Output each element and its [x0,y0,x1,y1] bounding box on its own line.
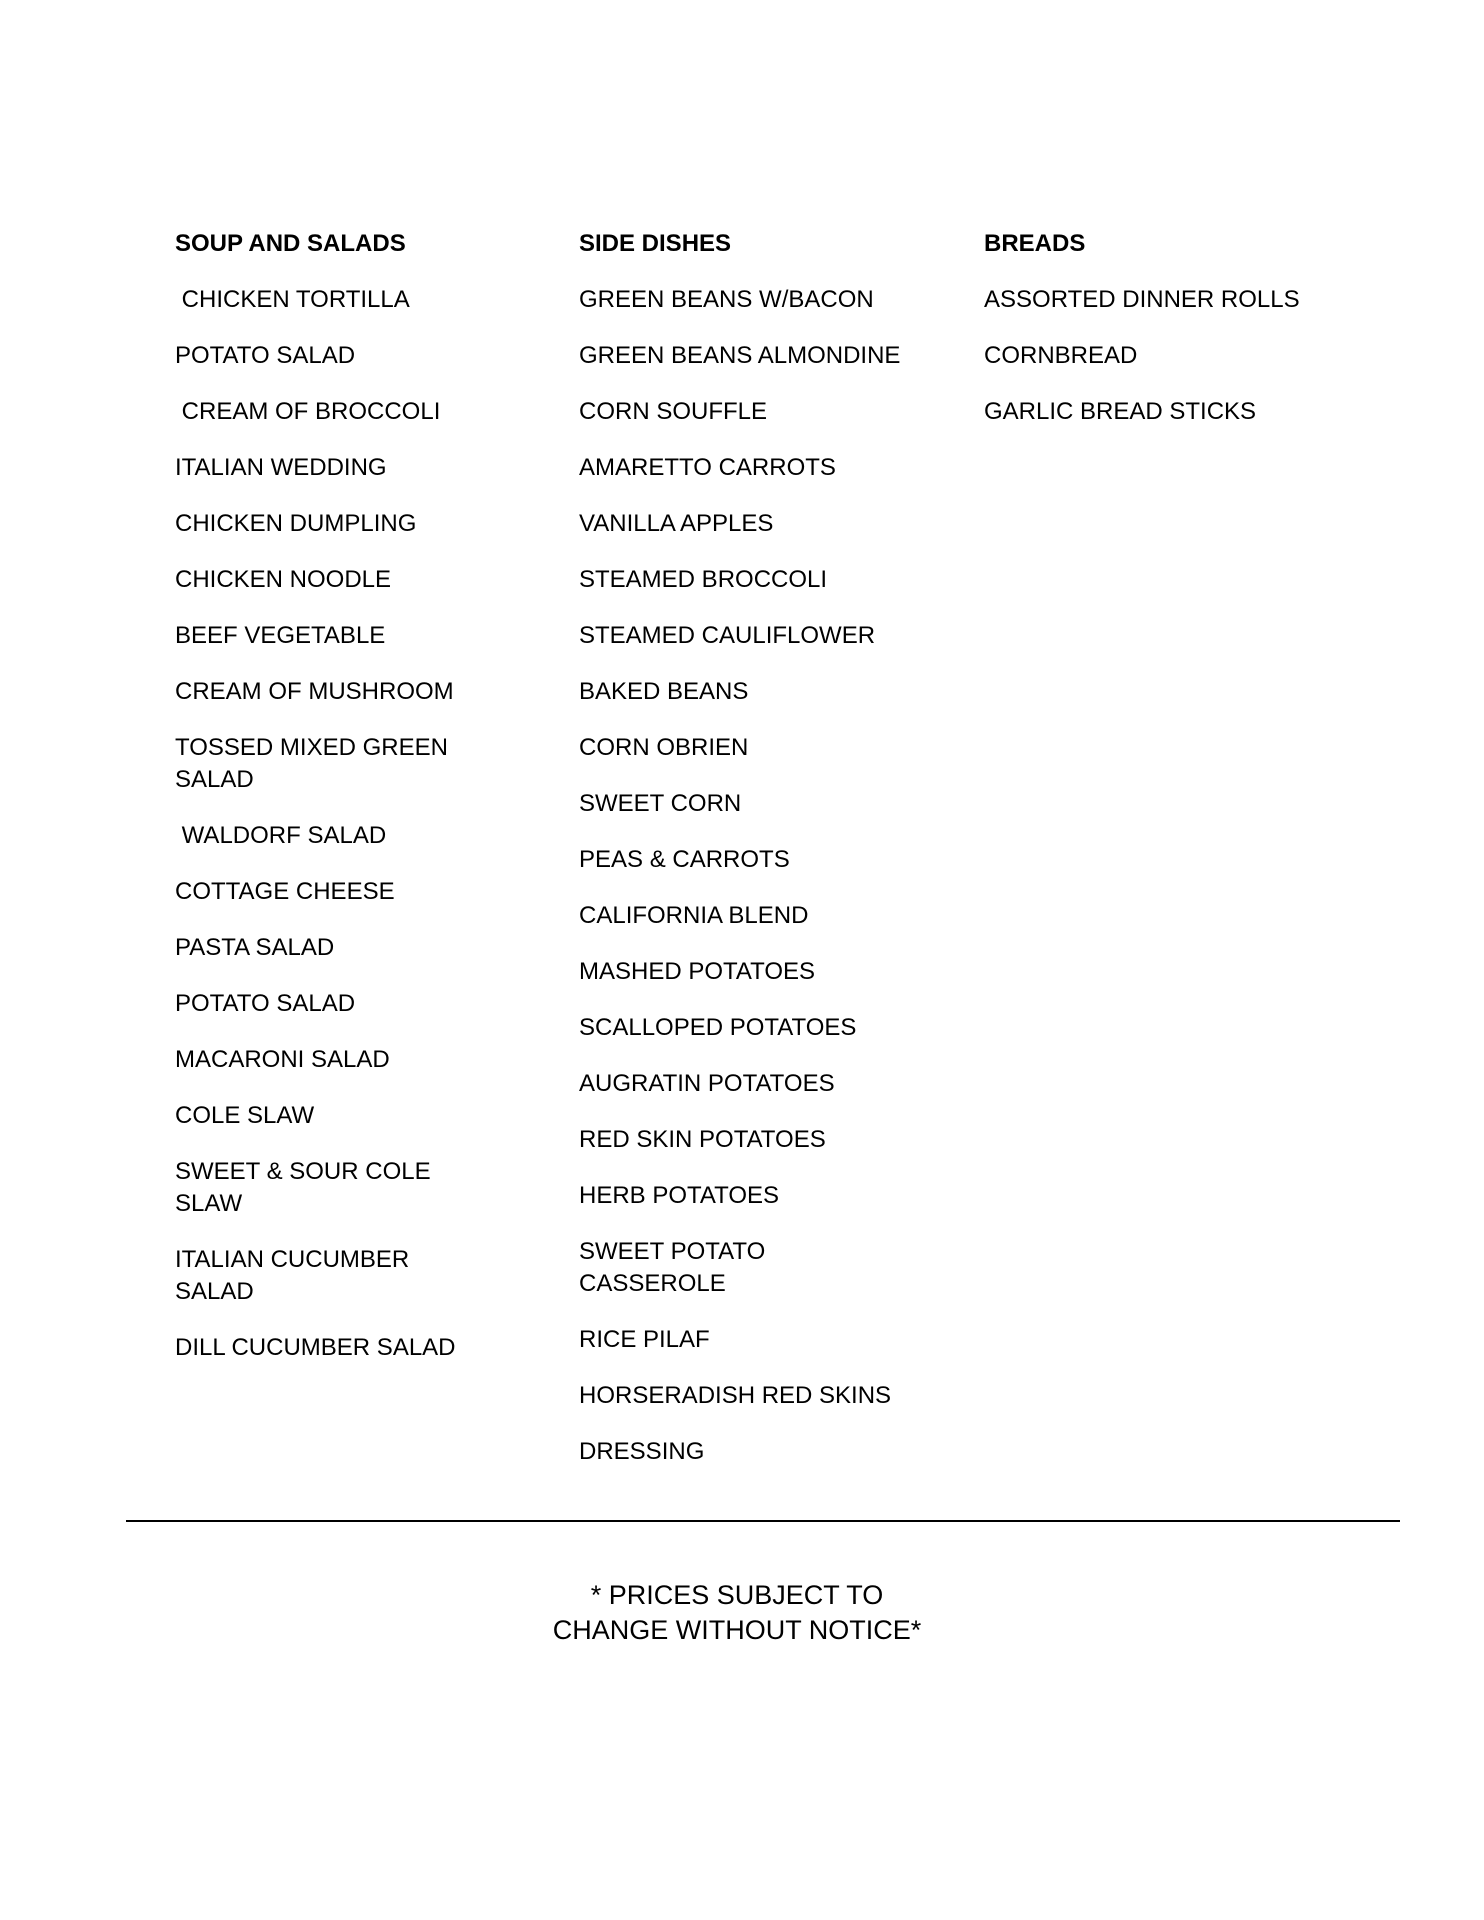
soups-salads-column [175,230,475,1388]
breads-item: ASSORTED DINNER ROLLS [984,286,1300,313]
breads-heading: BREADS [984,230,1086,257]
soups-salads-item: CHICKEN NOODLE [175,566,392,593]
breads-list [984,284,1344,428]
soups-salads-item: POTATO SALAD [175,990,356,1017]
side-dishes-item: AMARETTO CARROTS [579,454,836,481]
side-dishes-item: RICE PILAF [579,1326,710,1353]
soups-salads-item: TOSSED MIXED GREEN SALAD [175,734,455,793]
side-dishes-item: CALIFORNIA BLEND [579,902,809,929]
side-dishes-item: HORSERADISH RED SKINS [579,1382,892,1409]
side-dishes-item: GREEN BEANS ALMONDINE [579,342,901,369]
side-dishes-heading: SIDE DISHES [579,230,732,257]
soups-salads-item: ITALIAN WEDDING [175,454,387,481]
soups-salads-heading: SOUP AND SALADS [175,230,406,257]
soups-salads-item: CHICKEN DUMPLING [175,510,417,537]
soups-salads-item: COLE SLAW [175,1102,315,1129]
soups-salads-item: MACARONI SALAD [175,1046,390,1073]
soups-salads-item: POTATO SALAD [175,342,356,369]
side-dishes-item: HERB POTATOES [579,1182,780,1209]
price-notice: * PRICES SUBJECT TO CHANGE WITHOUT NOTICE* [552,1580,922,1645]
side-dishes-item: MASHED POTATOES [579,958,816,985]
side-dishes-item: CORN OBRIEN [579,734,749,761]
side-dishes-item: STEAMED BROCCOLI [579,566,828,593]
soups-salads-item: DILL CUCUMBER SALAD [175,1334,456,1361]
side-dishes-item: SWEET POTATO CASSEROLE [579,1238,772,1297]
side-dishes-item: GREEN BEANS W/BACON [579,286,874,313]
side-dishes-list [579,284,909,1468]
soups-salads-item: CREAM OF BROCCOLI [175,398,441,425]
soups-salads-item: CREAM OF MUSHROOM [175,678,454,705]
side-dishes-item: CORN SOUFFLE [579,398,768,425]
side-dishes-item: SCALLOPED POTATOES [579,1014,857,1041]
side-dishes-item: STEAMED CAULIFLOWER [579,622,876,649]
side-dishes-item: AUGRATIN POTATOES [579,1070,835,1097]
side-dishes-item: RED SKIN POTATOES [579,1126,826,1153]
breads-column [984,230,1344,452]
soups-salads-item: WALDORF SALAD [175,822,387,849]
soups-salads-item: COTTAGE CHEESE [175,878,395,905]
breads-item: GARLIC BREAD STICKS [984,398,1257,425]
divider-line [126,1520,1400,1522]
side-dishes-item: VANILLA APPLES [579,510,774,537]
soups-salads-item: PASTA SALAD [175,934,335,961]
soups-salads-list [175,284,475,1364]
side-dishes-item: BAKED BEANS [579,678,749,705]
side-dishes-item: SWEET CORN [579,790,742,817]
soups-salads-item: SWEET & SOUR COLE SLAW [175,1158,438,1217]
breads-item: CORNBREAD [984,342,1138,369]
soups-salads-item: ITALIAN CUCUMBER SALAD [175,1246,416,1305]
side-dishes-column [579,230,909,1492]
side-dishes-item: PEAS & CARROTS [579,846,790,873]
soups-salads-item: BEEF VEGETABLE [175,622,386,649]
side-dishes-item: DRESSING [579,1438,705,1465]
soups-salads-item: CHICKEN TORTILLA [175,286,410,313]
